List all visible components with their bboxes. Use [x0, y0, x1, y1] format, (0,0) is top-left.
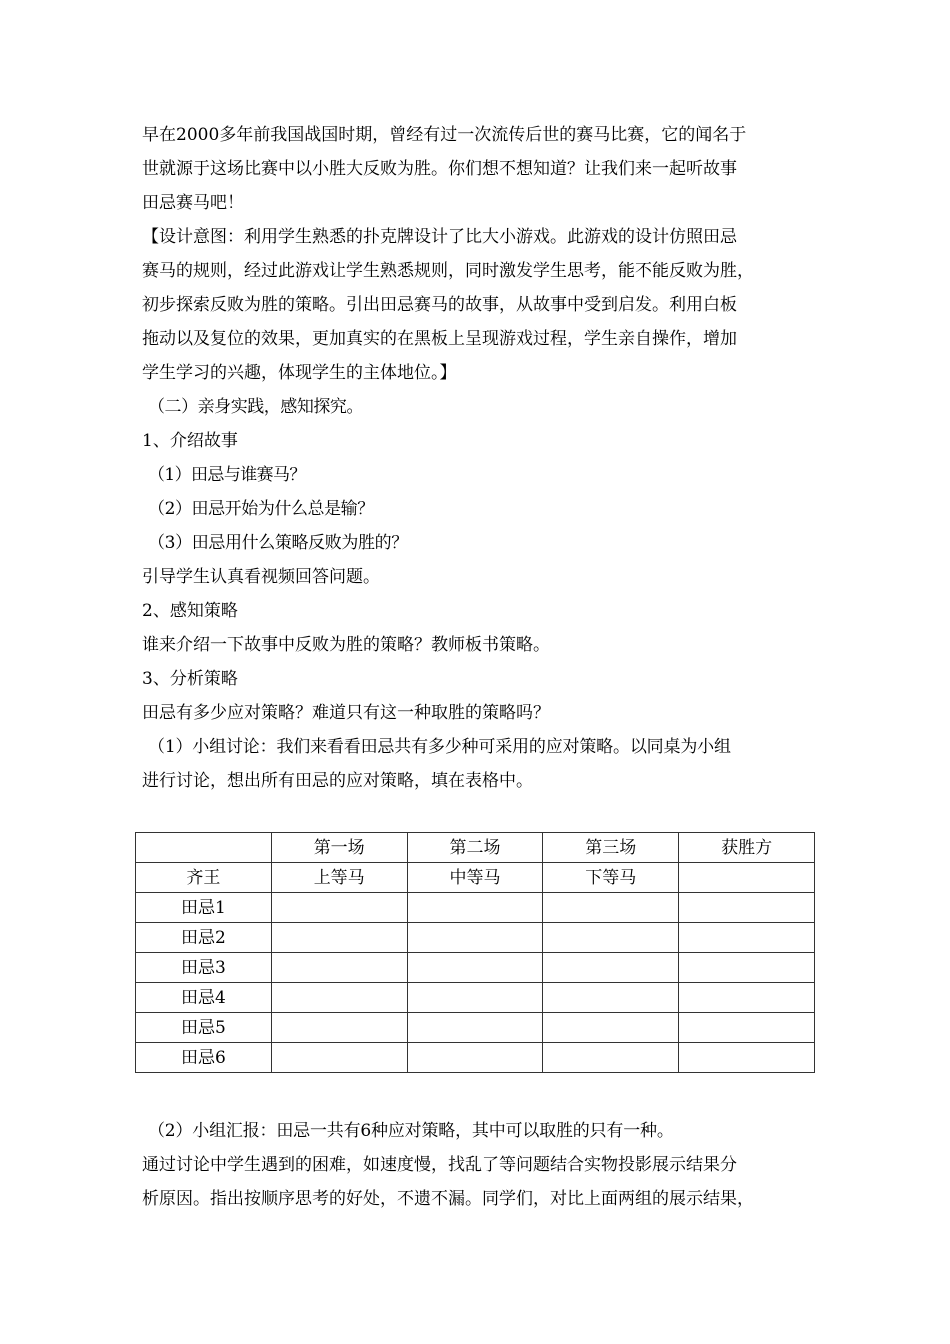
table-row: [136, 1043, 815, 1073]
report-line-2: 通过讨论中学生遇到的困难，如速度慢，找乱了等问题结合实物投影展示结果分: [142, 1155, 737, 1175]
table-header-row: [136, 833, 815, 863]
table-header-cell: 第三场: [543, 833, 679, 863]
table-row: [136, 1013, 815, 1043]
step3-discussion-line-2: 进行讨论，想出所有田忌的应对策略，填在表格中。: [142, 771, 533, 791]
table-cell: [679, 923, 815, 953]
step1-question-1: （1）田忌与谁赛马？: [148, 465, 306, 485]
intro-line-2: 世就源于这场比赛中以小胜大反败为胜。你们想不想知道？让我们来一起听故事: [142, 159, 737, 179]
table-cell: [679, 983, 815, 1013]
table-cell: [543, 953, 679, 983]
table-cell: [679, 893, 815, 923]
table-row-label: 田忌1: [136, 893, 272, 923]
table-cell: 上等马: [271, 863, 407, 893]
design-intent-line-4: 拖动以及复位的效果，更加真实的在黑板上呈现游戏过程，学生亲自操作，增加: [142, 329, 737, 349]
table-cell: [543, 1013, 679, 1043]
step3-title: 3、分析策略: [142, 669, 238, 689]
design-intent-line-5: 学生学习的兴趣，体现学生的主体地位。】: [142, 363, 457, 383]
table-cell: [543, 893, 679, 923]
table-row: [136, 983, 815, 1013]
table-cell: [271, 1043, 407, 1073]
table-cell: [679, 953, 815, 983]
section-heading: （二）亲身实践，感知探究。: [148, 397, 363, 417]
table-row-label: 田忌2: [136, 923, 272, 953]
report-line-1: （2）小组汇报：田忌一共有6种应对策略，其中可以取胜的只有一种。: [148, 1121, 674, 1141]
table-row-king: [136, 863, 815, 893]
intro-line-3: 田忌赛马吧！: [142, 193, 244, 213]
table-cell: [271, 1013, 407, 1043]
table-row-label: 田忌4: [136, 983, 272, 1013]
table-cell: [407, 983, 543, 1013]
step1-title: 1、介绍故事: [142, 431, 238, 451]
table-cell: [407, 1013, 543, 1043]
table-cell: [271, 953, 407, 983]
table-row: [136, 893, 815, 923]
step1-question-3: （3）田忌用什么策略反败为胜的？: [148, 533, 408, 553]
table-row-label: 田忌6: [136, 1043, 272, 1073]
table-cell: 下等马: [543, 863, 679, 893]
table-cell: [271, 923, 407, 953]
table-row-label: 田忌5: [136, 1013, 272, 1043]
strategy-table: [135, 832, 815, 1073]
design-intent-line-1: 【设计意图：利用学生熟悉的扑克牌设计了比大小游戏。此游戏的设计仿照田忌: [142, 227, 737, 247]
table-cell: 中等马: [407, 863, 543, 893]
table-row: [136, 953, 815, 983]
table-header-cell: [136, 833, 272, 863]
table-cell: [543, 923, 679, 953]
table-header-cell: 获胜方: [679, 833, 815, 863]
table-cell: [407, 953, 543, 983]
table-row: [136, 923, 815, 953]
table-cell: [543, 983, 679, 1013]
table-cell: [271, 893, 407, 923]
table-cell: [679, 1013, 815, 1043]
table-cell: [679, 1043, 815, 1073]
intro-line-1: 早在2000多年前我国战国时期，曾经有过一次流传后世的赛马比赛，它的闻名于: [142, 125, 747, 145]
design-intent-line-2: 赛马的规则，经过此游戏让学生熟悉规则，同时激发学生思考，能不能反败为胜，: [142, 261, 754, 281]
step3-discussion-line-1: （1）小组讨论：我们来看看田忌共有多少种可采用的应对策略。以同桌为小组: [148, 737, 731, 757]
step2-text: 谁来介绍一下故事中反败为胜的策略？教师板书策略。: [142, 635, 550, 655]
step3-question: 田忌有多少应对策略？难道只有这一种取胜的策略吗？: [142, 703, 550, 723]
table-cell: [407, 1043, 543, 1073]
design-intent-line-3: 初步探索反败为胜的策略。引出田忌赛马的故事，从故事中受到启发。利用白板: [142, 295, 737, 315]
table-cell: 齐王: [136, 863, 272, 893]
table-header-cell: 第一场: [271, 833, 407, 863]
table-cell: [407, 923, 543, 953]
step1-question-2: （2）田忌开始为什么总是输？: [148, 499, 374, 519]
step2-title: 2、感知策略: [142, 601, 238, 621]
table-row-label: 田忌3: [136, 953, 272, 983]
report-line-3: 析原因。指出按顺序思考的好处，不遗不漏。同学们，对比上面两组的展示结果，: [142, 1189, 754, 1209]
table-cell: [271, 983, 407, 1013]
table-cell: [679, 863, 815, 893]
step1-guide: 引导学生认真看视频回答问题。: [142, 567, 380, 587]
table-cell: [407, 893, 543, 923]
table-cell: [543, 1043, 679, 1073]
table-header-cell: 第二场: [407, 833, 543, 863]
